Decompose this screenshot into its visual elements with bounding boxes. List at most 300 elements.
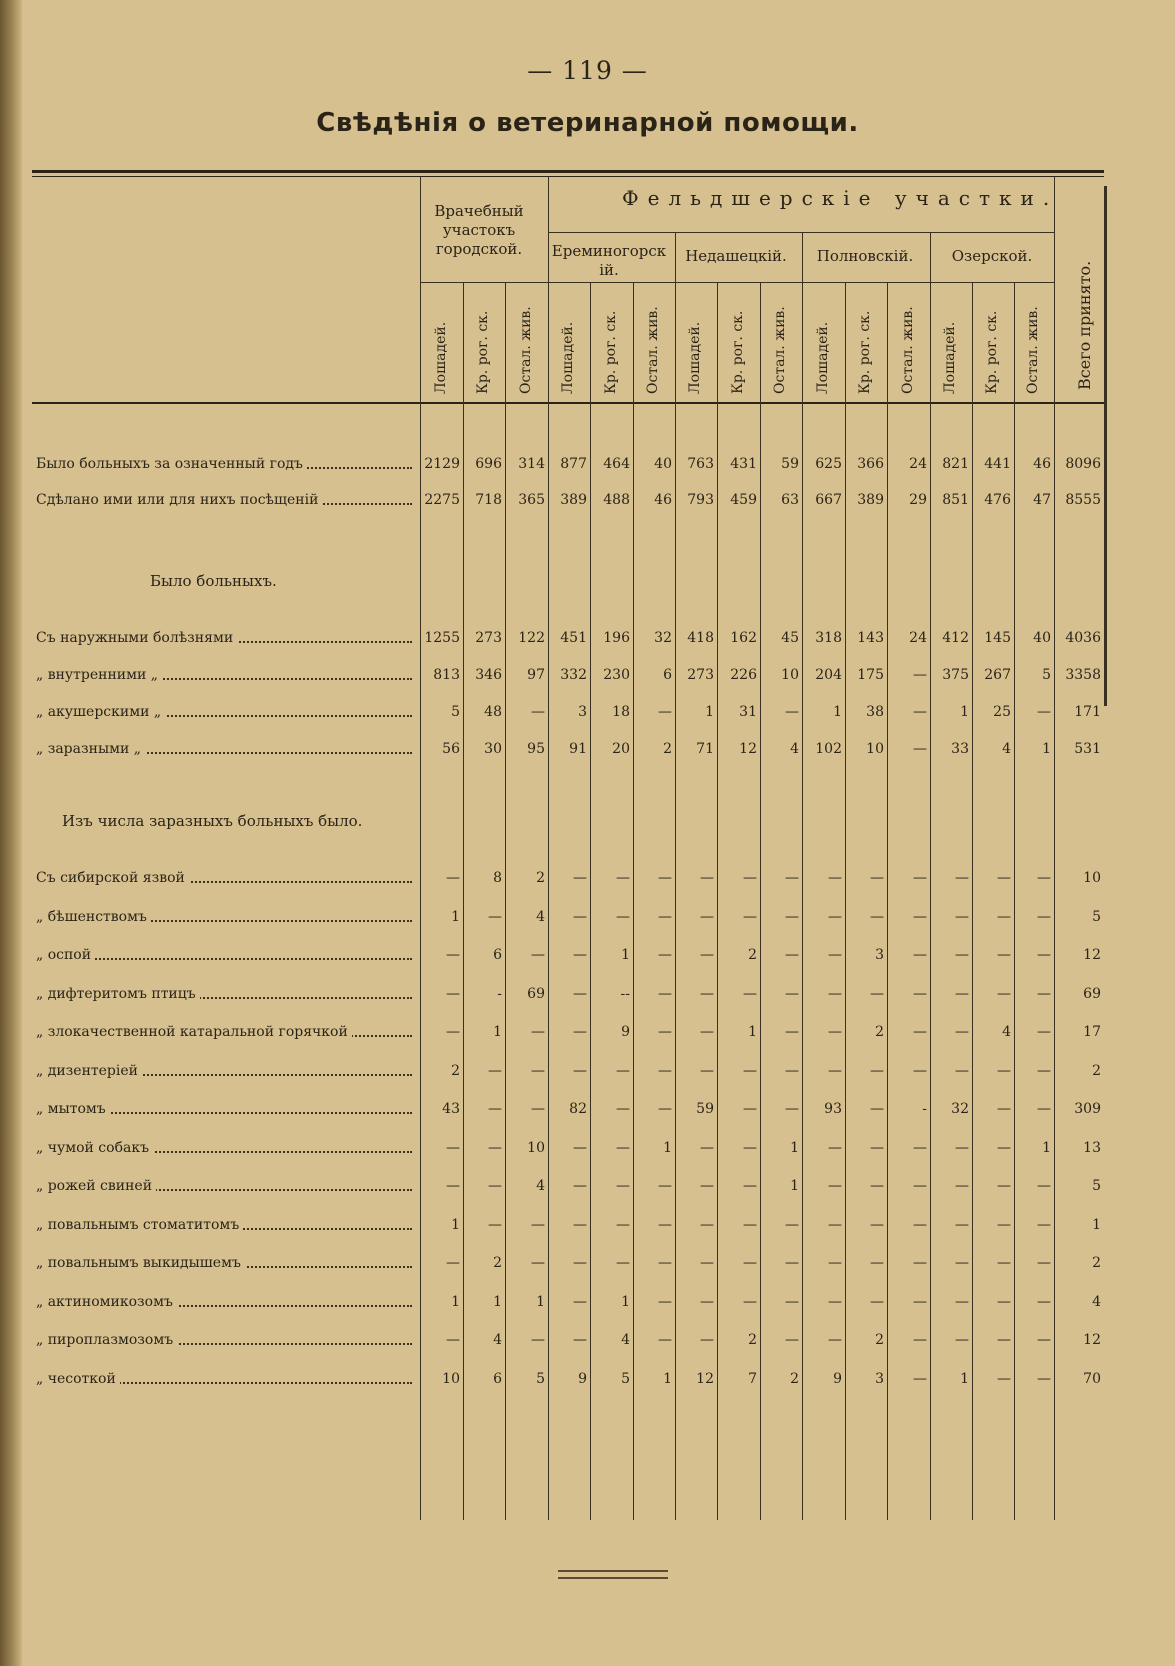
table-cell: —	[700, 1024, 714, 1040]
table-cell: 318	[815, 630, 842, 646]
table-cell: 93	[824, 1101, 842, 1117]
table-cell: —	[446, 1139, 460, 1156]
table-cell: 5	[536, 1370, 545, 1387]
table-cell: 71	[696, 741, 714, 757]
table-cell: 451	[560, 630, 587, 646]
table-cell: 102	[815, 741, 842, 757]
table-cell: 1	[960, 1370, 969, 1387]
table-cell: —	[913, 870, 927, 886]
table-cell: —	[700, 947, 714, 963]
table-cell: —	[785, 704, 799, 720]
table-cell: —	[997, 1332, 1011, 1348]
table-cell: 273	[687, 667, 714, 683]
subheader-other: Остал. жив.	[899, 306, 916, 394]
table-cell: 91	[569, 741, 587, 757]
table-cell: —	[658, 908, 672, 925]
table-cell: 464	[603, 456, 630, 472]
table-cell: —	[573, 947, 587, 963]
table-cell: —	[743, 985, 757, 1002]
table-cell: —	[913, 947, 927, 963]
table-cell: —	[700, 908, 714, 925]
table-cell: —	[658, 704, 672, 720]
table-cell: —	[700, 1062, 714, 1079]
table-cell: —	[573, 1293, 587, 1310]
table-cell: 69	[527, 985, 545, 1002]
table-cell: 332	[560, 667, 587, 683]
column-divider	[1104, 186, 1107, 706]
table-cell: —	[1037, 985, 1051, 1002]
table-cell: 1	[493, 1024, 502, 1040]
table-cell: 2	[451, 1062, 460, 1079]
header-total: Всего принято.	[1075, 260, 1094, 390]
table-cell: 273	[475, 630, 502, 646]
table-cell: —	[658, 1178, 672, 1194]
table-cell: —	[700, 1332, 714, 1348]
table-cell: 43	[442, 1101, 460, 1117]
table-cell: —	[828, 1062, 842, 1079]
table-cell: 696	[475, 456, 502, 472]
table-cell: —	[616, 1139, 630, 1156]
table-cell: 12	[739, 741, 757, 757]
table-cell: —	[616, 1255, 630, 1271]
table-cell: —	[1037, 1255, 1051, 1271]
table-cell: —	[488, 1062, 502, 1079]
table-cell: —	[955, 947, 969, 963]
header-district-polnov: Полновскій.	[816, 247, 914, 265]
table-cell: —	[828, 870, 842, 886]
table-cell: —	[913, 1293, 927, 1310]
table-cell: —	[700, 1255, 714, 1271]
total-cell: 4036	[1065, 630, 1101, 646]
table-cell: —	[997, 1139, 1011, 1156]
table-cell: —	[955, 1255, 969, 1271]
header-district-ozersk: Озерской.	[951, 247, 1033, 265]
total-cell: 171	[1074, 704, 1101, 720]
row-label	[36, 907, 416, 927]
table-cell: 625	[815, 456, 842, 472]
table-cell: 2	[748, 947, 757, 963]
table-cell: —	[531, 1024, 545, 1040]
table-cell: —	[743, 1255, 757, 1271]
table-cell: —	[1037, 1370, 1051, 1387]
table-cell: —	[573, 1062, 587, 1079]
total-cell: 12	[1083, 947, 1101, 963]
table-cell: 56	[442, 741, 460, 757]
row-label	[36, 1215, 416, 1235]
table-cell: 63	[781, 492, 799, 508]
section-heading: Было больныхъ.	[150, 572, 277, 590]
table-cell: —	[828, 1024, 842, 1040]
table-cell: 2129	[424, 456, 460, 472]
table-cell: —	[828, 1255, 842, 1271]
table-cell: —	[658, 1216, 672, 1233]
table-cell: —	[913, 1024, 927, 1040]
row-label	[36, 1369, 416, 1389]
header-divider	[548, 232, 1054, 233]
table-cell: 346	[475, 667, 502, 683]
row-label-text: Было больныхъ за означенный годъ	[36, 456, 307, 472]
table-cell: 1	[536, 1293, 545, 1310]
table-cell: 459	[730, 492, 757, 508]
row-label	[36, 1330, 416, 1350]
table-cell: —	[531, 1101, 545, 1117]
table-cell: 1	[451, 1216, 460, 1233]
table-cell: —	[658, 1332, 672, 1348]
table-cell: —	[870, 1178, 884, 1194]
header-vrach-group: Врачебный участокъ городской.	[434, 202, 524, 258]
table-cell: 59	[696, 1101, 714, 1117]
section-heading: Изъ числа заразныхъ больныхъ было.	[62, 812, 363, 830]
table-cell: —	[616, 1101, 630, 1117]
subheader-horses: Лошадей.	[942, 321, 958, 394]
table-cell: 763	[687, 456, 714, 472]
table-cell: —	[616, 908, 630, 925]
table-cell: 431	[730, 456, 757, 472]
row-label	[36, 1292, 416, 1312]
table-cell: 9	[621, 1024, 630, 1040]
table-cell: —	[573, 1332, 587, 1348]
table-cell: 2	[875, 1024, 884, 1040]
top-rule-thin	[32, 176, 1104, 177]
table-cell: 20	[612, 741, 630, 757]
table-cell: —	[743, 908, 757, 925]
table-cell: —	[658, 1024, 672, 1040]
table-cell: 2	[875, 1332, 884, 1348]
table-cell: 2	[790, 1370, 799, 1387]
table-cell: —	[531, 1255, 545, 1271]
table-cell: 2	[663, 741, 672, 757]
table-cell: —	[913, 985, 927, 1002]
table-cell: -	[497, 985, 502, 1002]
table-cell: —	[446, 1024, 460, 1040]
table-cell: —	[531, 1332, 545, 1348]
column-divider	[420, 176, 421, 1520]
table-cell: —	[785, 1255, 799, 1271]
table-cell: 10	[781, 667, 799, 683]
table-cell: 813	[433, 667, 460, 683]
header-feldsher-group: Фельдшерскіе участки.	[622, 186, 1059, 210]
table-cell: —	[785, 1332, 799, 1348]
table-cell: 4	[1002, 1024, 1011, 1040]
table-cell: 412	[942, 630, 969, 646]
total-cell: 13	[1083, 1139, 1101, 1156]
table-cell: 1	[493, 1293, 502, 1310]
table-cell: —	[955, 985, 969, 1002]
table-cell: 1	[705, 704, 714, 720]
row-label	[36, 1138, 416, 1158]
table-cell: —	[785, 1101, 799, 1117]
table-cell: 95	[527, 741, 545, 757]
row-label	[36, 454, 416, 474]
subheader-other: Остал. жив.	[772, 306, 788, 394]
table-cell: —	[913, 741, 927, 757]
table-cell: 4	[536, 1178, 545, 1194]
table-cell: —	[955, 908, 969, 925]
table-cell: —	[913, 1216, 927, 1233]
table-cell: 3	[875, 1370, 884, 1387]
total-cell: 1	[1092, 1216, 1101, 1233]
table-cell: —	[616, 870, 630, 886]
table-cell: 46	[1033, 456, 1051, 472]
table-cell: —	[573, 1024, 587, 1040]
table-cell: —	[573, 985, 587, 1002]
table-cell: —	[446, 1255, 460, 1271]
table-cell: —	[828, 1178, 842, 1194]
row-label	[36, 984, 416, 1004]
table-cell: —	[997, 1101, 1011, 1117]
table-cell: —	[1037, 1216, 1051, 1233]
table-cell: —	[616, 1062, 630, 1079]
table-cell: 4	[1002, 741, 1011, 757]
table-cell: —	[743, 1139, 757, 1156]
table-cell: —	[785, 985, 799, 1002]
table-cell: —	[955, 1139, 969, 1156]
table-cell: 4	[536, 908, 545, 925]
row-label	[36, 1061, 416, 1081]
table-cell: —	[446, 1332, 460, 1348]
table-cell: 82	[569, 1101, 587, 1117]
row-label	[36, 1176, 416, 1196]
table-cell: —	[785, 908, 799, 925]
table-cell: —	[913, 704, 927, 720]
table-cell: 1	[663, 1370, 672, 1387]
table-cell: 12	[696, 1370, 714, 1387]
table-cell: —	[1037, 908, 1051, 925]
total-cell: 2	[1092, 1062, 1101, 1079]
table-cell: 3	[578, 704, 587, 720]
table-cell: —	[488, 1101, 502, 1117]
table-cell: —	[955, 1178, 969, 1194]
total-cell: 70	[1083, 1370, 1101, 1387]
table-cell: —	[870, 1216, 884, 1233]
table-cell: —	[573, 908, 587, 925]
header-district-nedashets: Недашецкій.	[685, 247, 787, 265]
table-cell: 18	[612, 704, 630, 720]
table-cell: 3	[875, 947, 884, 963]
total-cell: 8096	[1065, 456, 1101, 472]
table-cell: —	[785, 1293, 799, 1310]
table-cell: 1	[833, 704, 842, 720]
table-cell: 47	[1033, 492, 1051, 508]
table-cell: 1	[1042, 1139, 1051, 1156]
table-cell: 718	[475, 492, 502, 508]
table-cell: 33	[951, 741, 969, 757]
table-cell: —	[743, 1062, 757, 1079]
table-cell: 143	[857, 630, 884, 646]
table-cell: —	[997, 1062, 1011, 1079]
table-cell: —	[997, 985, 1011, 1002]
total-cell: 8555	[1065, 492, 1101, 508]
table-cell: —	[785, 1062, 799, 1079]
table-cell: —	[785, 1024, 799, 1040]
table-cell: —	[658, 985, 672, 1002]
table-cell: 32	[951, 1101, 969, 1117]
table-cell: 10	[527, 1139, 545, 1156]
table-cell: 24	[909, 630, 927, 646]
table-cell: —	[785, 870, 799, 886]
page-edge-shadow	[0, 0, 22, 1666]
table-cell: —	[828, 1139, 842, 1156]
table-cell: —	[785, 947, 799, 963]
table-cell: —	[828, 1216, 842, 1233]
table-cell: -	[922, 1101, 927, 1117]
row-label-text: „ оспой	[36, 947, 95, 963]
table-cell: —	[700, 1178, 714, 1194]
subheader-cattle: Кр. рог. ск.	[984, 310, 1000, 394]
table-cell: —	[870, 1101, 884, 1117]
table-cell: 667	[815, 492, 842, 508]
table-cell: 366	[857, 456, 884, 472]
table-cell: —	[870, 908, 884, 925]
table-cell: 59	[781, 456, 799, 472]
table-cell: —	[997, 908, 1011, 925]
table-cell: 488	[603, 492, 630, 508]
column-divider	[548, 176, 549, 1520]
table-cell: —	[828, 985, 842, 1002]
table-cell: 10	[442, 1370, 460, 1387]
table-cell: 441	[984, 456, 1011, 472]
row-label	[36, 945, 416, 965]
table-cell: —	[997, 1178, 1011, 1194]
table-cell: 476	[984, 492, 1011, 508]
table-cell: —	[913, 1332, 927, 1348]
table-cell: —	[573, 1139, 587, 1156]
table-cell: 2275	[424, 492, 460, 508]
table-cell: 29	[909, 492, 927, 508]
header-bottom-rule	[32, 402, 1104, 404]
subheader-horses: Лошадей.	[560, 321, 576, 394]
table-cell: 1	[451, 908, 460, 925]
table-cell: —	[955, 1024, 969, 1040]
table-cell: 1	[790, 1139, 799, 1156]
table-cell: 4	[493, 1332, 502, 1348]
table-cell: —	[743, 1101, 757, 1117]
table-cell: —	[531, 1216, 545, 1233]
table-cell: —	[700, 985, 714, 1002]
table-cell: 418	[687, 630, 714, 646]
total-cell: 12	[1083, 1332, 1101, 1348]
table-cell: —	[446, 947, 460, 963]
table-cell: —	[997, 1216, 1011, 1233]
table-cell: 2	[536, 870, 545, 886]
row-label	[36, 490, 416, 510]
table-cell: —	[955, 870, 969, 886]
table-cell: —	[955, 1216, 969, 1233]
table-cell: —	[446, 870, 460, 886]
table-cell: —	[870, 1062, 884, 1079]
table-cell: —	[743, 870, 757, 886]
table-cell: —	[870, 1255, 884, 1271]
table-cell: —	[870, 870, 884, 886]
table-cell: 851	[942, 492, 969, 508]
table-cell: —	[997, 947, 1011, 963]
table-cell: —	[1037, 1024, 1051, 1040]
table-cell: —	[573, 870, 587, 886]
table-cell: 821	[942, 456, 969, 472]
table-cell: 1	[621, 1293, 630, 1310]
subheader-horses: Лошадей.	[432, 321, 449, 394]
row-label-text: „ бѣшенствомъ	[36, 909, 151, 925]
table-cell: 9	[578, 1370, 587, 1387]
table-cell: —	[743, 1178, 757, 1194]
table-cell: —	[658, 1293, 672, 1310]
end-double-rule	[558, 1570, 668, 1579]
table-cell: —	[573, 1178, 587, 1194]
table-cell: 9	[833, 1370, 842, 1387]
table-cell: —	[658, 947, 672, 963]
table-cell: —	[870, 1293, 884, 1310]
row-label	[36, 868, 416, 888]
table-cell: —	[531, 947, 545, 963]
table-cell: —	[1037, 947, 1051, 963]
total-cell: 4	[1092, 1293, 1101, 1310]
table-cell: —	[1037, 1293, 1051, 1310]
table-cell: —	[658, 1101, 672, 1117]
row-label-text: „ пироплазмозомъ	[36, 1332, 177, 1348]
table-cell: 4	[621, 1332, 630, 1348]
subheader-cattle: Кр. рог. ск.	[857, 310, 873, 394]
table-cell: 204	[815, 667, 842, 683]
table-cell: —	[743, 1293, 757, 1310]
table-cell: 97	[527, 667, 545, 683]
subheader-other: Остал. жив.	[645, 306, 661, 394]
table-cell: —	[1037, 1178, 1051, 1194]
table-cell: —	[616, 1178, 630, 1194]
row-label-text: „ чесоткой	[36, 1371, 120, 1387]
row-label-text: „ мытомъ	[36, 1101, 110, 1117]
table-cell: 1	[790, 1178, 799, 1194]
table-cell: 2	[748, 1332, 757, 1348]
table-cell: —	[955, 1293, 969, 1310]
table-cell: 4	[790, 741, 799, 757]
row-label-text: „ акушерскими „	[36, 704, 165, 720]
table-cell: 32	[654, 630, 672, 646]
subheader-cattle: Кр. рог. ск.	[475, 310, 491, 394]
table-cell: —	[573, 1255, 587, 1271]
top-rule	[32, 170, 1104, 173]
table-cell: 122	[518, 630, 545, 646]
table-cell: 145	[984, 630, 1011, 646]
table-cell: —	[955, 1062, 969, 1079]
page-title: Свѣдѣнія о ветеринарной помощи.	[316, 108, 859, 138]
row-label	[36, 628, 416, 648]
table-cell: —	[1037, 870, 1051, 886]
table-cell: 314	[518, 456, 545, 472]
header-district-eremino: Ереминогорскій.	[551, 242, 667, 279]
table-cell: 1	[451, 1293, 460, 1310]
table-cell: —	[997, 870, 1011, 886]
table-cell: 1	[960, 704, 969, 720]
table-cell: 1	[621, 947, 630, 963]
table-cell: —	[700, 1293, 714, 1310]
row-label-text: „ дизентеріей	[36, 1063, 142, 1079]
table-cell: 2	[493, 1255, 502, 1271]
table-cell: 5	[621, 1370, 630, 1387]
table-cell: —	[828, 1293, 842, 1310]
table-cell: —	[488, 908, 502, 925]
table-cell: 8	[493, 870, 502, 886]
row-label-text: Съ наружными болѣзнями	[36, 630, 237, 646]
total-cell: 531	[1074, 741, 1101, 757]
total-cell: 5	[1092, 908, 1101, 925]
total-cell: 69	[1083, 985, 1101, 1002]
total-cell: 5	[1092, 1178, 1101, 1194]
table-cell: —	[913, 1062, 927, 1079]
table-cell: —	[785, 1216, 799, 1233]
column-divider	[1054, 176, 1055, 1520]
subheader-other: Остал. жив.	[1025, 306, 1041, 394]
table-cell: —	[1037, 1062, 1051, 1079]
